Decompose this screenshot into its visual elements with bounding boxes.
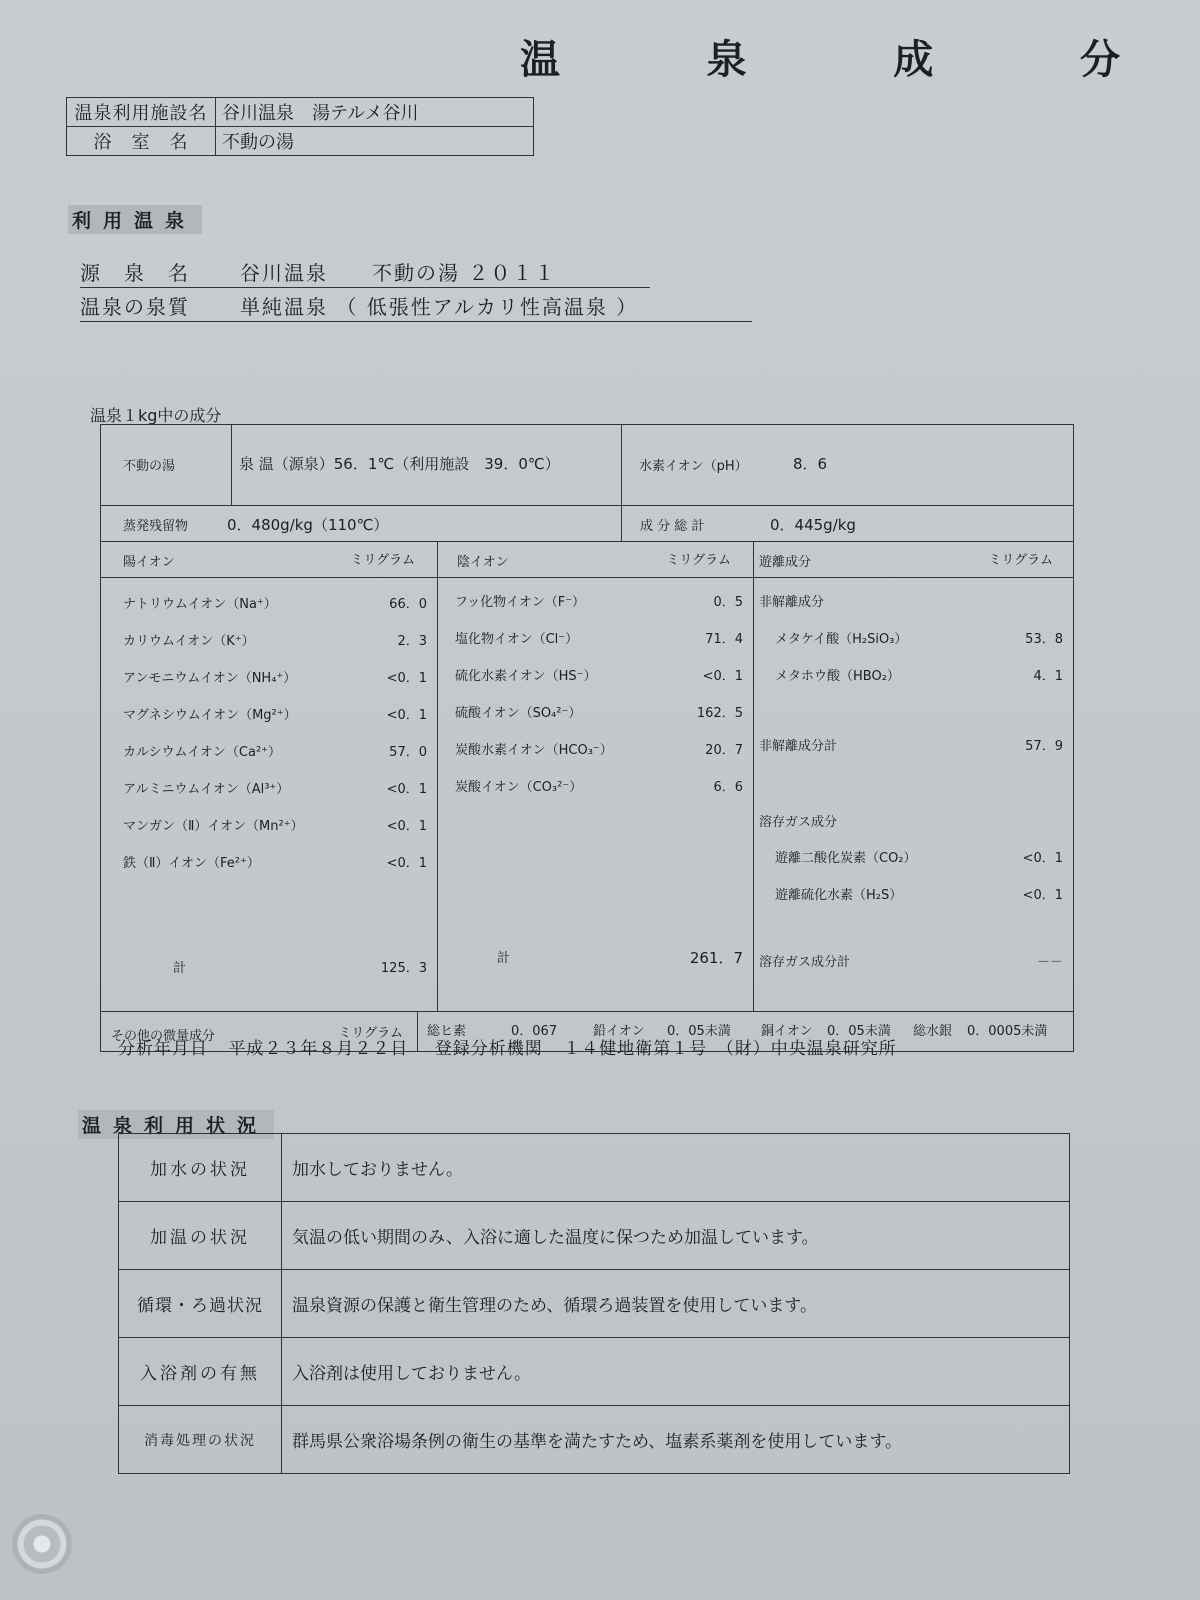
list-item: マグネシウムイオン（Mg²⁺） <0．1 — [123, 708, 427, 723]
free-component-column — [753, 541, 1073, 1011]
bathroom-name-value: 不動の湯 — [216, 127, 534, 156]
source-name-label: 源 泉 名 — [80, 261, 190, 285]
title-char: 泉 — [706, 37, 747, 83]
list-item: アルミニウムイオン（Al³⁺） <0．1 — [123, 782, 427, 797]
list-item: フッ化物イオン（F⁻） 0．5 — [455, 595, 743, 610]
title-char: 温 — [520, 37, 560, 83]
usage-label: 加水の状況 — [119, 1134, 282, 1202]
table-row — [119, 1270, 1070, 1338]
usage-label: 入浴剤の有無 — [119, 1338, 282, 1406]
cation-unit: ミリグラム — [350, 553, 415, 568]
list-item: アンモニウムイオン（NH₄⁺） <0．1 — [123, 671, 427, 686]
title-char: 成 — [893, 37, 934, 83]
usage-table — [118, 1133, 1070, 1474]
table-row — [119, 1202, 1070, 1270]
trace-name: 鉛イオン — [593, 1024, 645, 1039]
source-section-heading: 利用温泉 — [68, 205, 202, 234]
cation-header: 陽イオン — [123, 555, 175, 570]
list-item: 炭酸イオン（CO₃²⁻） 6．6 — [455, 780, 743, 795]
page-title — [520, 28, 1120, 85]
trace-name: 総水銀 — [913, 1024, 953, 1039]
cation-column — [101, 541, 438, 1011]
composition-label: 温泉１kg中の成分 — [90, 406, 222, 425]
ph-value: 8．6 — [793, 455, 828, 473]
trace-value: 0．05未満 — [667, 1024, 731, 1039]
table-row — [119, 1406, 1070, 1474]
list-item: 鉄（Ⅱ）イオン（Fe²⁺） <0．1 — [123, 856, 427, 871]
composition-table — [100, 424, 1074, 1052]
anion-sum: 計 261．7 — [497, 949, 743, 967]
trace-component-label: その他の微量成分 — [111, 1029, 216, 1044]
list-item: カルシウムイオン（Ca²⁺） 57．0 — [123, 745, 427, 760]
anion-header: 陰イオン — [457, 555, 509, 570]
usage-value: 温泉資源の保護と衛生管理のため、循環ろ過装置を使用しています。 — [282, 1270, 1070, 1338]
analysis-date-label: 分析年月日 — [118, 1039, 208, 1059]
list-item: 遊離二酸化炭素（CO₂） <0．1 — [775, 851, 1063, 866]
usage-label: 加温の状況 — [119, 1202, 282, 1270]
anion-unit: ミリグラム — [666, 553, 731, 568]
spring-quality-line — [80, 291, 752, 322]
analysis-org-value: １４健地衛第１号 （財）中央温泉研究所 — [563, 1039, 897, 1059]
bath-name: 不動の湯 — [123, 459, 176, 474]
total-components-label: 成 分 総 計 — [640, 519, 705, 534]
spring-quality-value: 単純温泉 （ 低張性アルカリ性高温泉 ） — [240, 295, 639, 319]
facility-name-label: 温泉利用施設名 — [67, 98, 216, 127]
usage-value: 入浴剤は使用しておりません。 — [282, 1338, 1070, 1406]
spring-temperature: 泉 温（源泉）56．1℃（利用施設 39．0℃） — [239, 455, 560, 473]
title-char: 分 — [1079, 37, 1120, 83]
trace-name: 総ヒ素 — [427, 1024, 467, 1039]
source-name-line — [80, 257, 650, 288]
usage-section-heading: 温泉利用状況 — [78, 1110, 274, 1139]
list-item: 硫酸イオン（SO₄²⁻） 162．5 — [455, 706, 743, 721]
usage-value: 群馬県公衆浴場条例の衛生の基準を満たすため、塩素系薬剤を使用しています。 — [282, 1406, 1070, 1474]
dissolved-gas-label: 溶存ガス成分 — [759, 815, 838, 830]
free-component-unit: ミリグラム — [988, 553, 1053, 568]
residue-label: 蒸発残留物 — [123, 519, 189, 534]
list-item: マンガン（Ⅱ）イオン（Mn²⁺） <0．1 — [123, 819, 427, 834]
list-item: 遊離硫化水素（H₂S） <0．1 — [775, 888, 1063, 903]
usage-value: 気温の低い期間のみ、入浴に適した温度に保つため加温しています。 — [282, 1202, 1070, 1270]
analysis-info — [118, 1034, 897, 1059]
analysis-org-label: 登録分析機関 — [434, 1039, 543, 1059]
bathroom-name-label: 浴 室 名 — [67, 127, 216, 156]
trace-name: 銅イオン — [761, 1024, 813, 1039]
list-item: 炭酸水素イオン（HCO₃⁻） 20．7 — [455, 743, 743, 758]
usage-label: 循環・ろ過状況 — [119, 1270, 282, 1338]
usage-value: 加水しておりません。 — [282, 1134, 1070, 1202]
screw-icon — [14, 1516, 70, 1572]
non-dissociated-sum: 非解離成分計 57．9 — [759, 739, 1063, 754]
list-item: ナトリウムイオン（Na⁺） 66．0 — [123, 597, 427, 612]
anion-column — [437, 541, 754, 1011]
trace-value: 0．05未満 — [827, 1024, 891, 1039]
spring-quality-label: 温泉の泉質 — [80, 295, 190, 319]
cation-sum: 計 125．3 — [173, 961, 427, 976]
trace-value: 0．0005未満 — [967, 1024, 1048, 1039]
dissolved-gas-sum: 溶存ガス成分計 －－ — [759, 955, 1063, 970]
table-row — [119, 1134, 1070, 1202]
trace-value: 0．067 — [511, 1024, 558, 1039]
list-item: カリウムイオン（K⁺） 2．3 — [123, 634, 427, 649]
analysis-date-value: 平成２３年８月２２日 — [228, 1039, 409, 1059]
non-dissociated-label: 非解離成分 — [759, 595, 825, 610]
facility-table — [66, 97, 534, 156]
table-row — [119, 1338, 1070, 1406]
facility-name-value: 谷川温泉 湯テルメ谷川 — [216, 98, 534, 127]
ph-label: 水素イオン（pH） — [639, 459, 748, 474]
list-item: 硫化水素イオン（HS⁻） <0．1 — [455, 669, 743, 684]
residue-value: 0．480g/kg（110℃） — [227, 516, 389, 534]
usage-label: 消毒処理の状況 — [119, 1406, 282, 1474]
free-component-header: 遊離成分 — [759, 555, 812, 570]
list-item: メタホウ酸（HBO₂） 4．1 — [775, 669, 1063, 684]
source-name-value: 谷川温泉 不動の湯 ２０１１ — [240, 261, 557, 285]
trace-component-unit: ミリグラム — [338, 1026, 403, 1041]
list-item: メタケイ酸（H₂SiO₃） 53．8 — [775, 632, 1063, 647]
list-item: 塩化物イオン（Cl⁻） 71．4 — [455, 632, 743, 647]
total-components-value: 0．445g/kg — [770, 516, 856, 534]
